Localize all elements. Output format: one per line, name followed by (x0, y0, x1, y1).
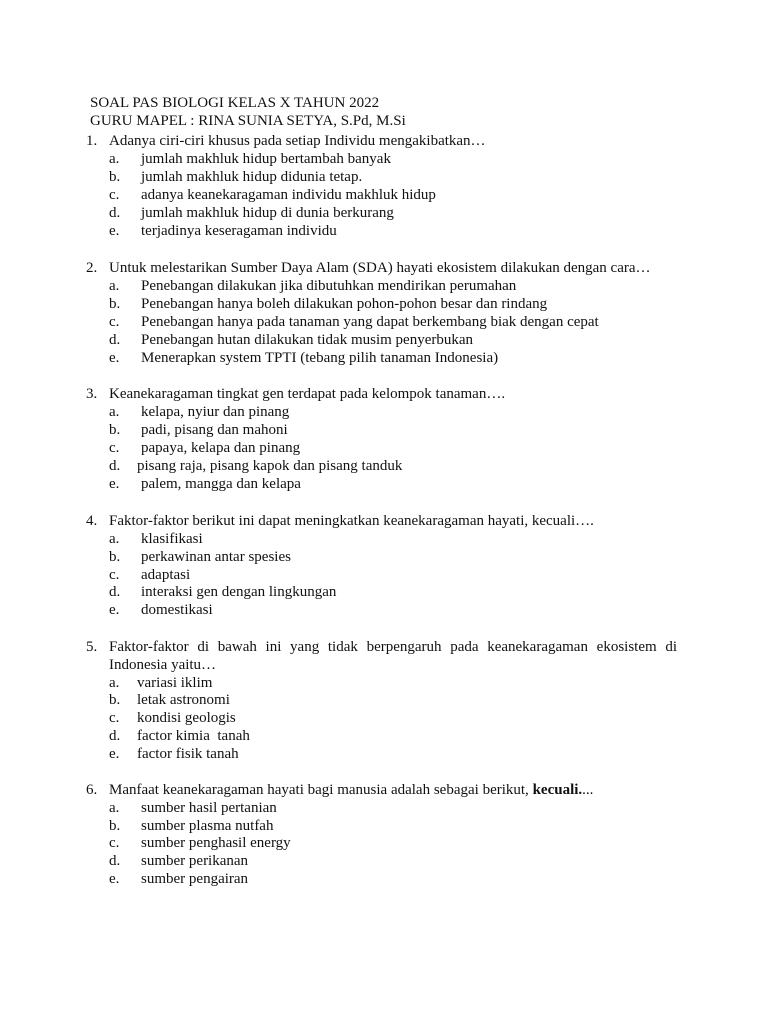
option-item: a. kelapa, nyiur dan pinang (109, 404, 290, 420)
option-item: d. jumlah makhluk hidup di dunia berkurang (109, 205, 394, 221)
option-item: d. interaksi gen dengan lingkungan (109, 584, 337, 600)
option-item: e. factor fisik tanah (109, 746, 239, 762)
option-item: d. pisang raja, pisang kapok dan pisang tanduk (109, 458, 403, 474)
option-item: a. variasi iklim (109, 675, 213, 691)
option-item: e. palem, mangga dan kelapa (109, 476, 301, 492)
option-item: e. terjadinya keseragaman individu (109, 223, 337, 239)
question-text: Adanya ciri-ciri khusus pada setiap Individu mengakibatkan… (109, 133, 486, 149)
option-item: e. domestikasi (109, 602, 213, 618)
option-item: b. jumlah makhluk hidup didunia tetap. (109, 169, 363, 185)
option-item: b. Penebangan hanya boleh dilakukan pohon-pohon besar dan rindang (109, 296, 548, 312)
option-item: a. Penebangan dilakukan jika dibutuhkan mendirikan perumahan (109, 278, 517, 294)
option-item: c. Penebangan hanya pada tanaman yang dapat berkembang biak dengan cepat (109, 314, 599, 330)
question-number: 5. (86, 639, 98, 655)
option-item: d. factor kimia tanah (109, 728, 250, 744)
option-item: d. sumber perikanan (109, 853, 249, 869)
option-item: c. adaptasi (109, 567, 191, 583)
emphasis-text: kecuali. (532, 782, 583, 798)
option-item: d. Penebangan hutan dilakukan tidak musim penyerbukan (109, 332, 473, 348)
option-item: a. sumber hasil pertanian (109, 800, 277, 816)
question-text-continued: Indonesia yaitu… (109, 657, 217, 673)
question-text: Keanekaragaman tingkat gen terdapat pada kelompok tanaman…. (109, 386, 506, 402)
option-item: a. klasifikasi (109, 531, 203, 547)
option-item: c. sumber penghasil energy (109, 835, 291, 851)
question-number: 6. (86, 782, 98, 798)
option-item: b. perkawinan antar spesies (109, 549, 291, 565)
option-item: b. letak astronomi (109, 692, 230, 708)
question-text: Faktor-faktor berikut ini dapat meningkatkan keanekaragaman hayati, kecuali…. (109, 513, 594, 529)
question-number: 3. (86, 386, 98, 402)
question-number: 4. (86, 513, 98, 529)
option-item: c. papaya, kelapa dan pinang (109, 440, 301, 456)
question-text: Untuk melestarikan Sumber Daya Alam (SDA) hayati ekosistem dilakukan dengan cara… (109, 260, 651, 276)
option-item: b. sumber plasma nutfah (109, 818, 274, 834)
option-item: c. kondisi geologis (109, 710, 236, 726)
question-number: 2. (86, 260, 98, 276)
teacher-line: GURU MAPEL : RINA SUNIA SETYA, S.Pd, M.Si (90, 113, 406, 129)
option-item: b. padi, pisang dan mahoni (109, 422, 288, 438)
option-item: e. sumber pengairan (109, 871, 249, 887)
option-item: a. jumlah makhluk hidup bertambah banyak (109, 151, 391, 167)
question-text: Faktor-faktor di bawah ini yang tidak berpengaruh pada keanekaragaman ekosistem di (109, 639, 677, 655)
exam-title: SOAL PAS BIOLOGI KELAS X TAHUN 2022 (90, 95, 380, 111)
option-item: c. adanya keanekaragaman individu makhluk hidup (109, 187, 436, 203)
question-text: Manfaat keanekaragaman hayati bagi manusia adalah sebagai berikut, kecuali.... (109, 782, 594, 798)
option-item: e. Menerapkan system TPTI (tebang pilih tanaman Indonesia) (109, 350, 499, 366)
question-number: 1. (86, 133, 98, 149)
